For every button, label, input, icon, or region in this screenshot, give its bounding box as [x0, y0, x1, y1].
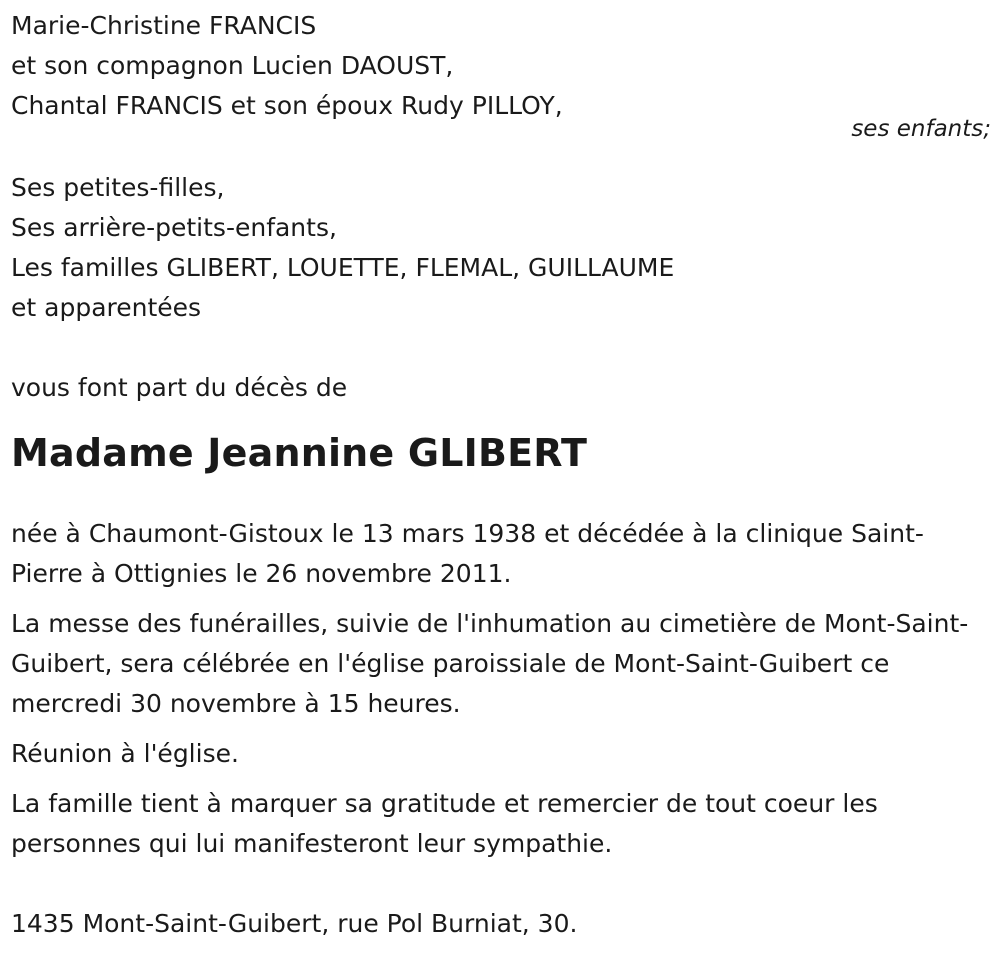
announcement-text: vous font part du décès de	[11, 373, 348, 402]
family-line: Ses petites-filles,	[11, 173, 225, 202]
family-line: et apparentées	[11, 293, 202, 322]
family-line: Marie-Christine FRANCIS	[11, 11, 317, 40]
family-line: et son compagnon Lucien DAOUST,	[11, 51, 454, 80]
children-role: ses enfants;	[851, 116, 991, 142]
family-line: Les familles GLIBERT, LOUETTE, FLEMAL, GUILLAUME	[11, 253, 675, 282]
gratitude-paragraph: La famille tient à marquer sa gratitude et remercier de tout coeur les personnes qui lui manifesteront leur sympathie.	[11, 789, 878, 858]
other-family-block	[11, 168, 991, 328]
funeral-paragraph: La messe des funérailles, suivie de l'inhumation au cimetière de Mont-Saint-Guibert, sera célébrée en l'église paroissiale de Mont-Saint-Guibert ce mercredi 30 novembre à 15 heures.	[11, 609, 969, 718]
gathering-paragraph: Réunion à l'église.	[11, 739, 239, 768]
obituary-notice	[11, 6, 991, 944]
family-line: Chantal FRANCIS et son époux Rudy PILLOY,	[11, 91, 563, 120]
children-block	[11, 6, 991, 168]
deceased-name: Madame Jeannine GLIBERT	[11, 431, 588, 475]
address-line: 1435 Mont-Saint-Guibert, rue Pol Burniat, 30.	[11, 909, 578, 938]
birth-death-paragraph: née à Chaumont-Gistoux le 13 mars 1938 et décédée à la clinique Saint-Pierre à Ottignies le 26 novembre 2011.	[11, 519, 924, 588]
family-line: Ses arrière-petits-enfants,	[11, 213, 337, 242]
